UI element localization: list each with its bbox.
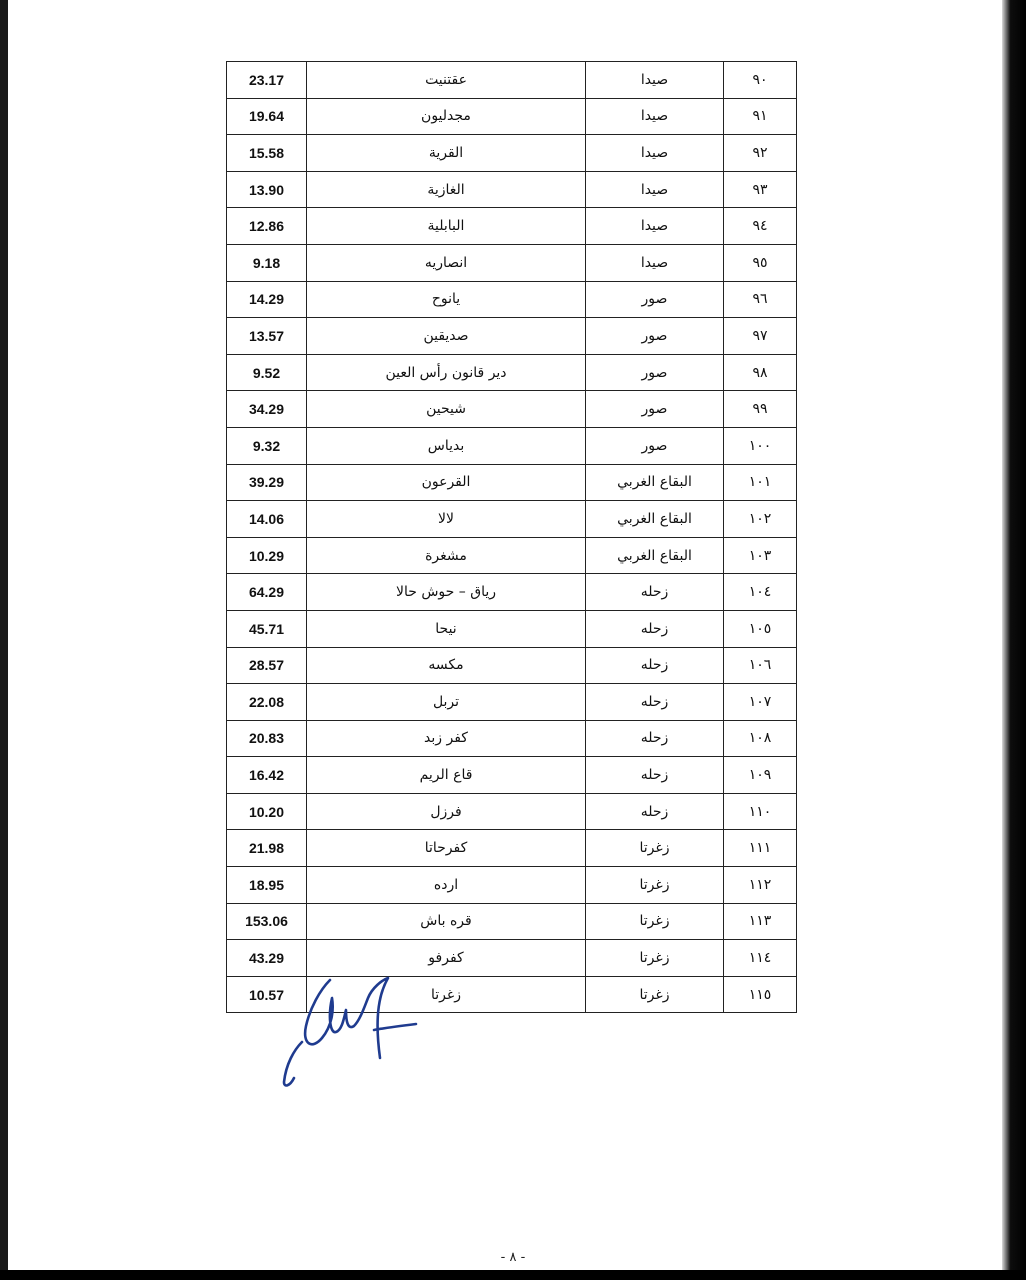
district-cell: البقاع الغربي: [586, 501, 724, 538]
table-row: [227, 903, 797, 940]
district-cell: صيدا: [586, 208, 724, 245]
table-row: [227, 720, 797, 757]
page-shadow: [1002, 0, 1026, 1280]
value-cell: 9.52: [227, 354, 307, 391]
town-cell: عقتنيت: [307, 62, 586, 99]
page-bottom-edge: [0, 1270, 1026, 1280]
row-number-cell: ٩٩: [724, 391, 797, 428]
row-number-cell: ١٠٨: [724, 720, 797, 757]
row-number-cell: ٩٦: [724, 281, 797, 318]
value-cell: 28.57: [227, 647, 307, 684]
row-number-cell: ١٠١: [724, 464, 797, 501]
district-cell: صيدا: [586, 244, 724, 281]
table-row: [227, 757, 797, 794]
row-number-cell: ١٠٩: [724, 757, 797, 794]
town-cell: كفر زبد: [307, 720, 586, 757]
value-cell: 9.32: [227, 427, 307, 464]
row-number-cell: ٩٢: [724, 135, 797, 172]
town-cell: فرزل: [307, 793, 586, 830]
town-cell: قره باش: [307, 903, 586, 940]
district-cell: صيدا: [586, 171, 724, 208]
district-cell: زحله: [586, 793, 724, 830]
town-cell: بدياس: [307, 427, 586, 464]
town-cell: مجدليون: [307, 98, 586, 135]
value-cell: 64.29: [227, 574, 307, 611]
row-number-cell: ١١١: [724, 830, 797, 867]
town-cell: كفرحاتا: [307, 830, 586, 867]
value-cell: 9.18: [227, 244, 307, 281]
value-cell: 14.06: [227, 501, 307, 538]
town-cell: رياق – حوش حالا: [307, 574, 586, 611]
town-cell: مشغرة: [307, 537, 586, 574]
value-cell: 45.71: [227, 610, 307, 647]
table-row: [227, 574, 797, 611]
town-cell: تربل: [307, 684, 586, 721]
table-row: [227, 62, 797, 99]
table-body: [227, 62, 797, 1013]
district-cell: صور: [586, 427, 724, 464]
value-cell: 15.58: [227, 135, 307, 172]
district-cell: زغرتا: [586, 903, 724, 940]
table-row: [227, 793, 797, 830]
row-number-cell: ٩١: [724, 98, 797, 135]
district-cell: صور: [586, 391, 724, 428]
row-number-cell: ٩٨: [724, 354, 797, 391]
signature: [272, 968, 422, 1093]
row-number-cell: ١٠٢: [724, 501, 797, 538]
town-cell: البابلية: [307, 208, 586, 245]
town-cell: دير قانون رأس العين: [307, 354, 586, 391]
value-cell: 10.29: [227, 537, 307, 574]
value-cell: 22.08: [227, 684, 307, 721]
district-cell: زحله: [586, 647, 724, 684]
district-cell: زغرتا: [586, 830, 724, 867]
value-cell: 12.86: [227, 208, 307, 245]
table-row: [227, 98, 797, 135]
town-cell: كفرفو: [307, 940, 586, 977]
district-cell: زحله: [586, 720, 724, 757]
row-number-cell: ١٠٤: [724, 574, 797, 611]
row-number-cell: ١٠٠: [724, 427, 797, 464]
table-row: [227, 391, 797, 428]
town-cell: نيحا: [307, 610, 586, 647]
district-cell: زغرتا: [586, 867, 724, 904]
district-cell: البقاع الغربي: [586, 464, 724, 501]
value-cell: 10.57: [227, 976, 307, 1013]
row-number-cell: ١١٣: [724, 903, 797, 940]
row-number-cell: ٩٣: [724, 171, 797, 208]
data-table: [226, 61, 797, 1013]
value-cell: 23.17: [227, 62, 307, 99]
district-cell: صور: [586, 354, 724, 391]
row-number-cell: ١١٢: [724, 867, 797, 904]
table-row: [227, 501, 797, 538]
table-row: [227, 537, 797, 574]
row-number-cell: ١٠٥: [724, 610, 797, 647]
table-row: [227, 867, 797, 904]
table-row: [227, 171, 797, 208]
district-cell: صور: [586, 318, 724, 355]
district-cell: زحله: [586, 610, 724, 647]
table-row: [227, 684, 797, 721]
town-cell: الغازية: [307, 171, 586, 208]
town-cell: شيحين: [307, 391, 586, 428]
value-cell: 34.29: [227, 391, 307, 428]
table-row: [227, 318, 797, 355]
district-cell: زحله: [586, 684, 724, 721]
value-cell: 16.42: [227, 757, 307, 794]
table-row: [227, 208, 797, 245]
district-cell: زحله: [586, 574, 724, 611]
row-number-cell: ١١٥: [724, 976, 797, 1013]
district-cell: زحله: [586, 757, 724, 794]
value-cell: 21.98: [227, 830, 307, 867]
value-cell: 14.29: [227, 281, 307, 318]
row-number-cell: ٩٤: [724, 208, 797, 245]
table-row: [227, 464, 797, 501]
row-number-cell: ١١٤: [724, 940, 797, 977]
table-row: [227, 281, 797, 318]
table-row: [227, 427, 797, 464]
value-cell: 18.95: [227, 867, 307, 904]
row-number-cell: ١٠٦: [724, 647, 797, 684]
table-row: [227, 354, 797, 391]
row-number-cell: ١٠٣: [724, 537, 797, 574]
row-number-cell: ٩٠: [724, 62, 797, 99]
district-cell: زغرتا: [586, 940, 724, 977]
town-cell: يانوح: [307, 281, 586, 318]
table-row: [227, 244, 797, 281]
table-row: [227, 647, 797, 684]
town-cell: قاع الريم: [307, 757, 586, 794]
district-cell: صور: [586, 281, 724, 318]
table-row: [227, 830, 797, 867]
district-cell: صيدا: [586, 98, 724, 135]
row-number-cell: ٩٧: [724, 318, 797, 355]
town-cell: القرعون: [307, 464, 586, 501]
town-cell: لالا: [307, 501, 586, 538]
value-cell: 13.90: [227, 171, 307, 208]
value-cell: 43.29: [227, 940, 307, 977]
row-number-cell: ١١٠: [724, 793, 797, 830]
table-row: [227, 610, 797, 647]
town-cell: صديقين: [307, 318, 586, 355]
district-cell: البقاع الغربي: [586, 537, 724, 574]
town-cell: زغرتا: [307, 976, 586, 1013]
row-number-cell: ٩٥: [724, 244, 797, 281]
district-cell: صيدا: [586, 62, 724, 99]
value-cell: 19.64: [227, 98, 307, 135]
town-cell: مكسه: [307, 647, 586, 684]
table-row: [227, 135, 797, 172]
row-number-cell: ١٠٧: [724, 684, 797, 721]
value-cell: 10.20: [227, 793, 307, 830]
page-number: - ٨ -: [500, 1250, 526, 1265]
town-cell: انصاريه: [307, 244, 586, 281]
value-cell: 153.06: [227, 903, 307, 940]
district-cell: صيدا: [586, 135, 724, 172]
value-cell: 20.83: [227, 720, 307, 757]
value-cell: 13.57: [227, 318, 307, 355]
value-cell: 39.29: [227, 464, 307, 501]
district-cell: زغرتا: [586, 976, 724, 1013]
town-cell: ارده: [307, 867, 586, 904]
town-cell: القرية: [307, 135, 586, 172]
